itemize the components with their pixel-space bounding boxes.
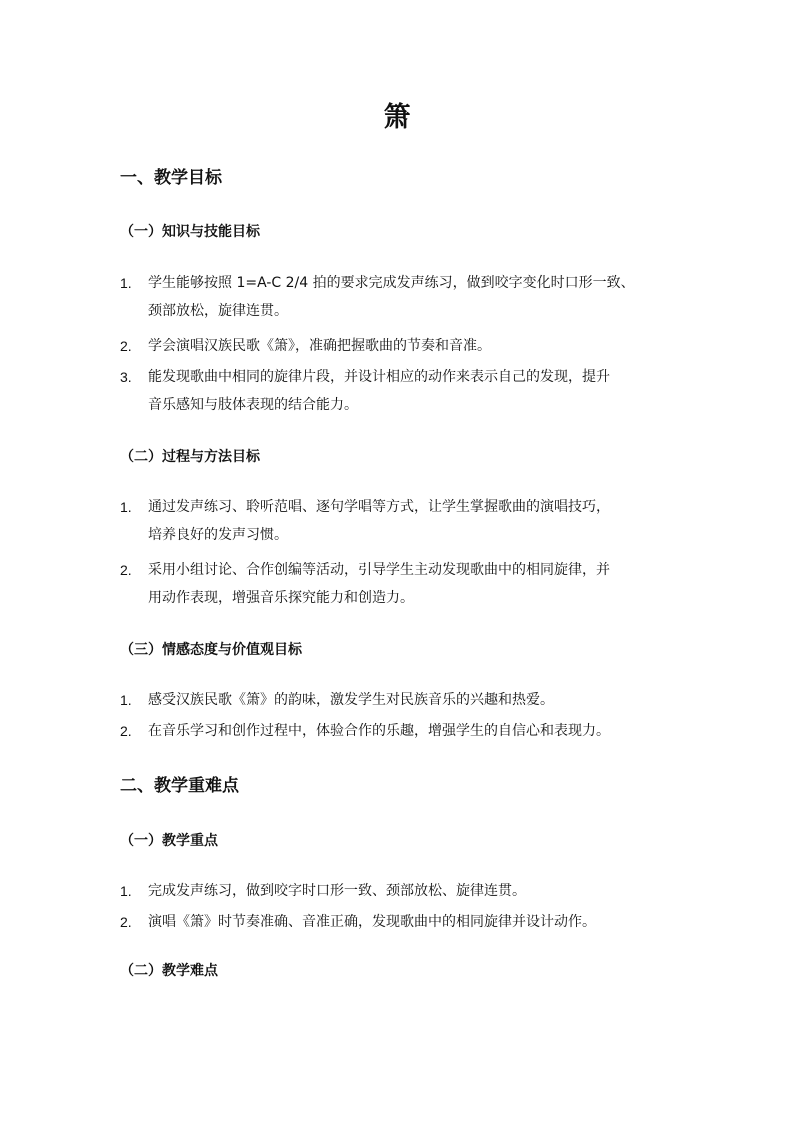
subsection-heading-knowledge-skills: （一）知识与技能目标: [120, 224, 260, 240]
list-item-number: 2.: [120, 338, 132, 354]
list-item-text-continued: 颈部放松，旋律连贯。: [148, 303, 288, 319]
list-item-text-continued: 用动作表现，增强音乐探究能力和创造力。: [148, 590, 414, 606]
list-item-number: 2.: [120, 562, 132, 578]
list-item-text-continued: 培养良好的发声习惯。: [148, 527, 288, 543]
list-item-text: 学生能够按照 1=A-C 2/4 拍的要求完成发声练习，做到咬字变化时口形一致、: [148, 275, 635, 291]
list-item-number: 2.: [120, 914, 132, 930]
section-heading-key-difficult-points: 二、教学重难点: [120, 776, 239, 796]
list-item-text: 完成发声练习，做到咬字时口形一致、颈部放松、旋律连贯。: [148, 883, 526, 899]
list-item-text: 感受汉族民歌《箫》的韵味，激发学生对民族音乐的兴趣和热爱。: [148, 692, 554, 708]
list-item-text-continued: 音乐感知与肢体表现的结合能力。: [148, 397, 358, 413]
list-item-text: 能发现歌曲中相同的旋律片段，并设计相应的动作来表示自己的发现，提升: [148, 369, 610, 385]
subsection-heading-difficult-points: （二）教学难点: [120, 963, 218, 979]
list-item-number: 3.: [120, 369, 132, 385]
list-item-number: 1.: [120, 499, 132, 515]
subsection-heading-key-points: （一）教学重点: [120, 833, 218, 849]
subsection-heading-emotions-values: （三）情感态度与价值观目标: [120, 642, 302, 658]
list-item-text: 通过发声练习、聆听范唱、逐句学唱等方式，让学生掌握歌曲的演唱技巧，: [148, 499, 610, 515]
list-item-text: 在音乐学习和创作过程中，体验合作的乐趣，增强学生的自信心和表现力。: [148, 723, 610, 739]
list-item-number: 1.: [120, 275, 132, 291]
list-item-text: 演唱《箫》时节奏准确、音准正确，发现歌曲中的相同旋律并设计动作。: [148, 914, 596, 930]
document-title: 箫: [383, 102, 411, 133]
list-item-number: 1.: [120, 692, 132, 708]
subsection-heading-process-methods: （二）过程与方法目标: [120, 449, 260, 465]
list-item-text: 学会演唱汉族民歌《箫》，准确把握歌曲的节奏和音准。: [148, 338, 491, 354]
list-item-number: 1.: [120, 883, 132, 899]
list-item-text: 采用小组讨论、合作创编等活动，引导学生主动发现歌曲中的相同旋律，并: [148, 562, 610, 578]
section-heading-objectives: 一、教学目标: [120, 168, 222, 188]
list-item-number: 2.: [120, 723, 132, 739]
